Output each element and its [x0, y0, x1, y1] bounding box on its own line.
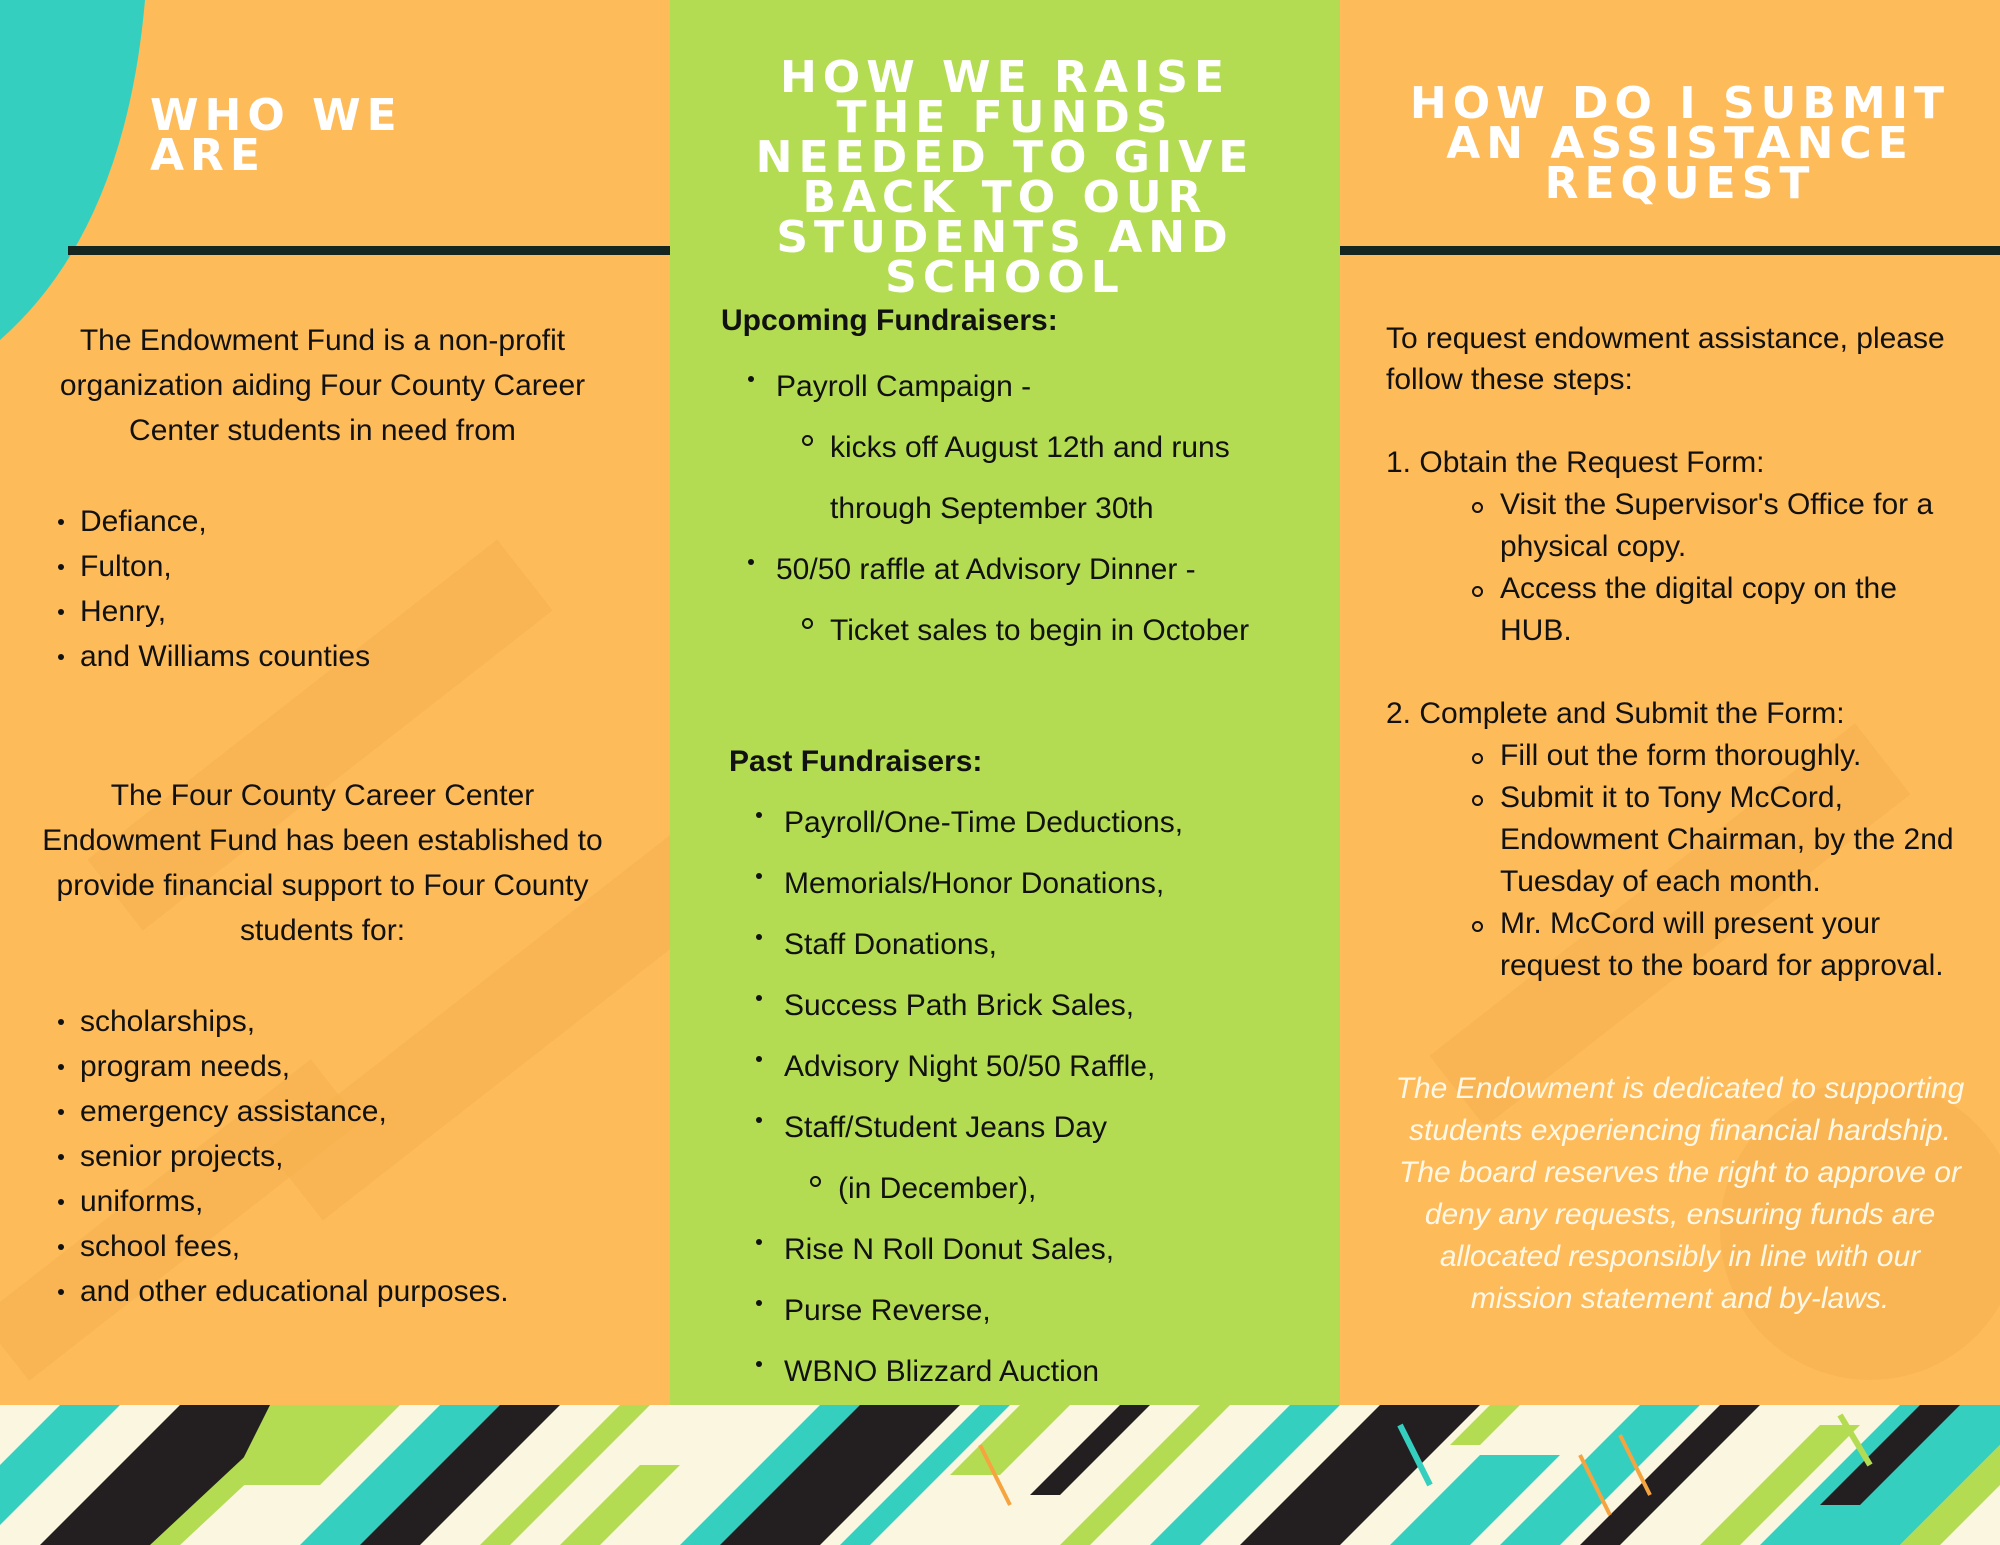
list-item-label: Staff/Student Jeans Day: [784, 1111, 1107, 1144]
list-item: Fulton,: [52, 544, 612, 589]
list-item: and Williams counties: [52, 634, 612, 679]
list-item: WBNO Blizzard Auction: [750, 1341, 1330, 1402]
intro-text: The Endowment Fund is a non-profit organization aiding Four County Career Center students in need from: [59, 324, 586, 447]
panel-who-we-are: [0, 0, 670, 1405]
list-item: Henry,: [52, 589, 612, 634]
step-2-list: [1468, 735, 1968, 987]
list-item: program needs,: [52, 1044, 632, 1089]
list-item: Staff Donations,: [750, 914, 1330, 975]
list-item: school fees,: [52, 1224, 632, 1269]
past-title: Past Fundraisers:: [729, 745, 983, 778]
list-item: Advisory Night 50/50 Raffle,: [750, 1036, 1330, 1097]
list-item: scholarships,: [52, 999, 632, 1044]
sub-item: (in December),: [806, 1158, 1330, 1219]
list-item-label: 50/50 raffle at Advisory Dinner -: [776, 553, 1196, 586]
list-item: Rise N Roll Donut Sales,: [750, 1219, 1330, 1280]
decorative-footer: [0, 1405, 2000, 1545]
sub-item: kicks off August 12th and runs through September 30th: [798, 417, 1340, 539]
list-item: Visit the Supervisor's Office for a physical copy.: [1468, 484, 1968, 568]
heading-who-we-are: WHO WE ARE: [150, 90, 403, 181]
divider: [68, 246, 670, 255]
panel-submit-request: [1340, 0, 2000, 1405]
purposes-list: [52, 999, 632, 1314]
list-item: Memorials/Honor Donations,: [750, 853, 1330, 914]
geometric-pattern: [0, 1405, 2000, 1545]
step-1-title: 1. Obtain the Request Form:: [1386, 446, 1765, 479]
divider: [1340, 246, 2000, 255]
step-1-list: [1468, 484, 1968, 652]
list-item: Mr. McCord will present your request to the board for approval.: [1468, 903, 1968, 987]
panel-how-we-raise-funds: [670, 0, 1340, 1405]
list-item: [742, 356, 1340, 539]
list-item: [750, 1097, 1330, 1219]
endowment-note: The Endowment is dedicated to supporting students experiencing financial hardship. The board reserves the right to approve or deny any requests, ensuring funds are allocated responsibly in line with our mission statement and by-laws.: [1395, 1072, 1965, 1315]
list-item: emergency assistance,: [52, 1089, 632, 1134]
list-item: Submit it to Tony McCord, Endowment Chairman, by the 2nd Tuesday of each month.: [1468, 777, 1968, 903]
list-item: Defiance,: [52, 499, 612, 544]
list-item: uniforms,: [52, 1179, 632, 1224]
purpose-text: The Four County Career Center Endowment Fund has been established to provide financial support to Four County students for:: [42, 779, 603, 947]
list-item-label: Payroll Campaign -: [776, 370, 1032, 403]
heading-how-we-raise: HOW WE RAISE THE FUNDS NEEDED TO GIVE BACK TO OUR STUDENTS AND SCHOOL: [755, 52, 1255, 303]
list-item: Access the digital copy on the HUB.: [1468, 568, 1968, 652]
list-item: senior projects,: [52, 1134, 632, 1179]
past-list: [750, 792, 1330, 1402]
list-item: Success Path Brick Sales,: [750, 975, 1330, 1036]
list-item: [742, 539, 1340, 661]
heading-submit-request: HOW DO I SUBMIT AN ASSISTANCE REQUEST: [1409, 78, 1951, 209]
upcoming-title: Upcoming Fundraisers:: [721, 304, 1058, 337]
list-item: and other educational purposes.: [52, 1269, 632, 1314]
counties-list: [52, 499, 612, 679]
upcoming-list: [742, 356, 1340, 661]
sub-item: Ticket sales to begin in October: [798, 600, 1340, 661]
list-item: Purse Reverse,: [750, 1280, 1330, 1341]
list-item: Fill out the form thoroughly.: [1468, 735, 1968, 777]
step-2-title: 2. Complete and Submit the Form:: [1386, 697, 1845, 730]
teal-corner-shape: [0, 0, 150, 340]
list-item: Payroll/One-Time Deductions,: [750, 792, 1330, 853]
request-intro: To request endowment assistance, please follow these steps:: [1386, 322, 1945, 396]
